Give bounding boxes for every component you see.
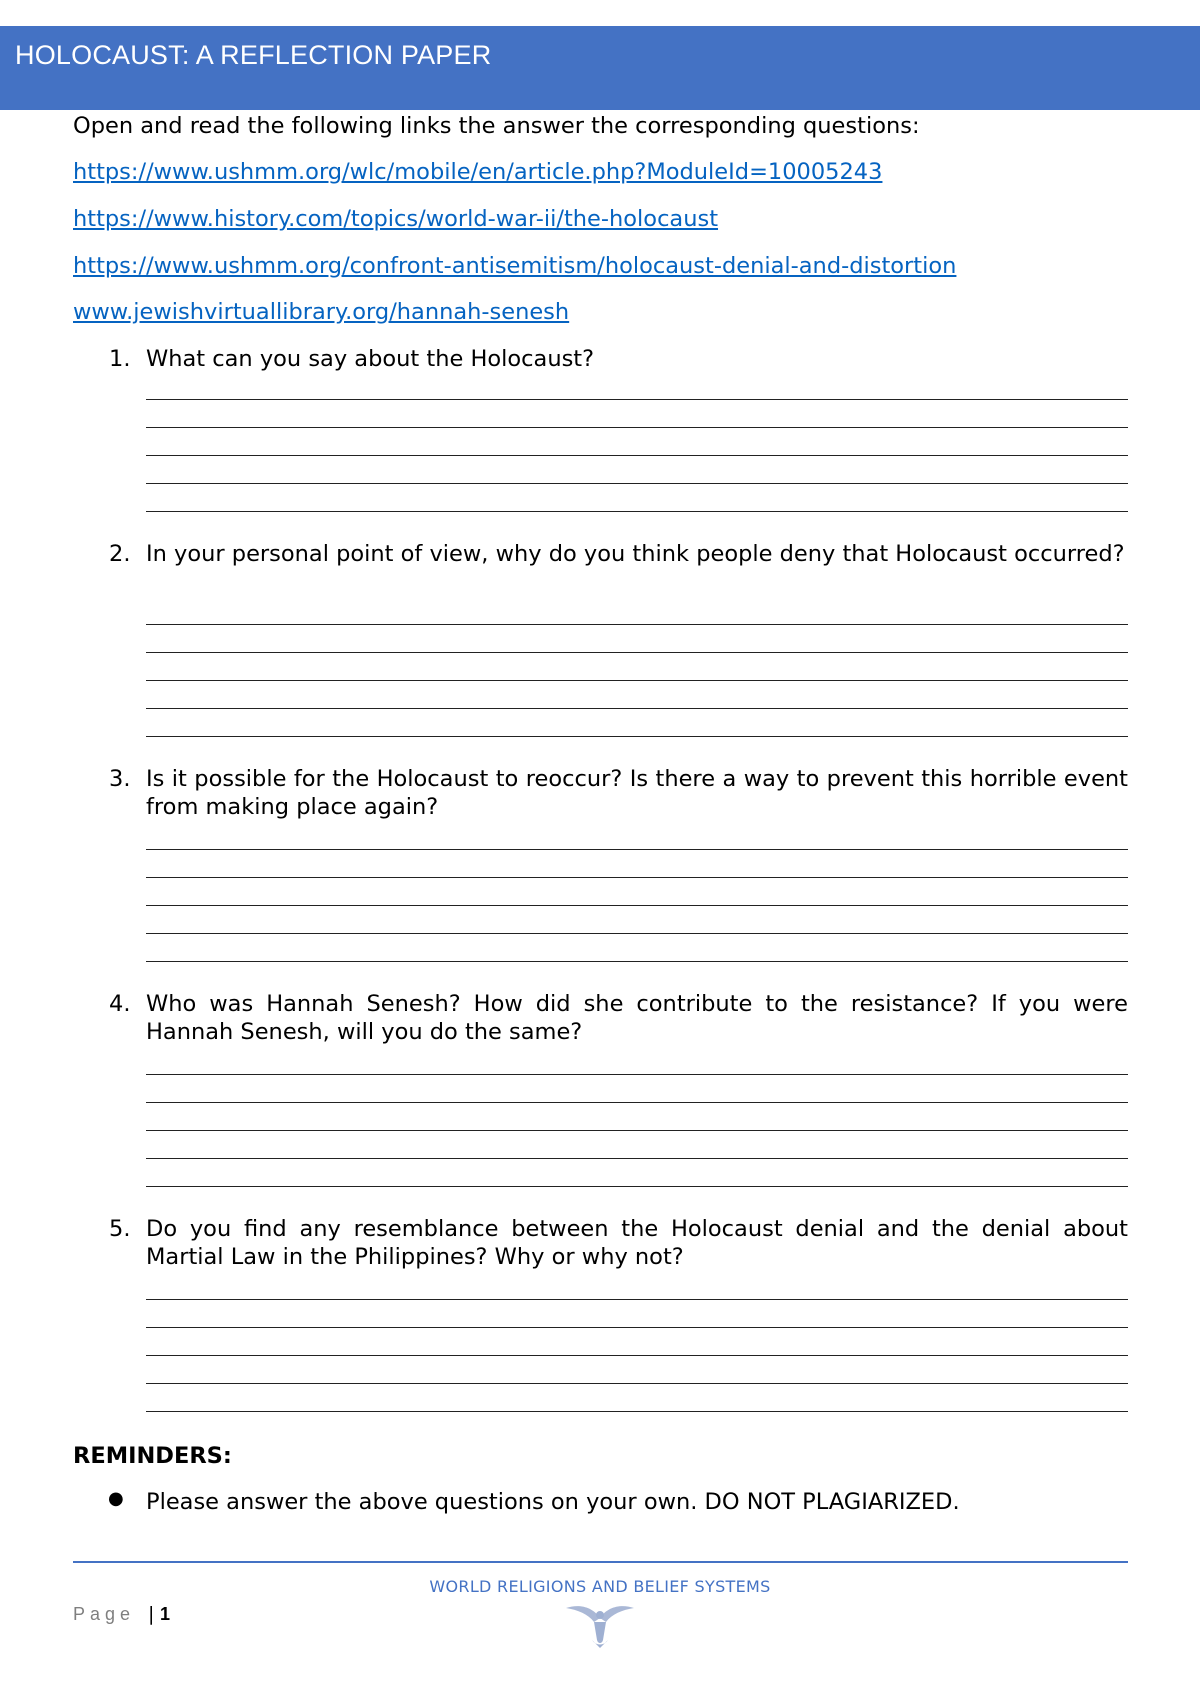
question-text: Is it possible for the Holocaust to reoccur? Is there a way to prevent this horrible event from making place again? [146,766,1128,821]
answer-line[interactable] [146,1299,1128,1300]
question-text: Who was Hannah Senesh? How did she contribute to the resistance? If you were Hannah Senesh, will you do the same? [146,991,1128,1046]
answer-line[interactable] [146,708,1128,709]
footer-subject: WORLD RELIGIONS AND BELIEF SYSTEMS [429,1577,771,1596]
answer-line[interactable] [146,736,1128,737]
answer-line[interactable] [146,1355,1128,1356]
answer-line[interactable] [146,483,1128,484]
link-ushmm-article[interactable]: https://www.ushmm.org/wlc/mobile/en/article.php?ModuleId=10005243 [73,159,883,185]
link-ushmm-denial[interactable]: https://www.ushmm.org/confront-antisemitism/holocaust-denial-and-distortion [73,253,957,279]
answer-line[interactable] [146,427,1128,428]
reminder-item: Please answer the above questions on your own. DO NOT PLAGIARIZED. [146,1489,960,1515]
page-number: 1 [160,1604,171,1624]
question-number: 3. [109,766,131,792]
answer-line[interactable] [146,1411,1128,1412]
answer-line[interactable] [146,905,1128,906]
answer-line[interactable] [146,1074,1128,1075]
answer-line[interactable] [146,455,1128,456]
answer-line[interactable] [146,1158,1128,1159]
page-label: Page [73,1604,136,1624]
answer-line[interactable] [146,624,1128,625]
question-number: 1. [109,346,131,372]
answer-line[interactable] [146,1383,1128,1384]
answer-line[interactable] [146,961,1128,962]
page-separator: | [148,1603,155,1625]
bullet-icon: ● [108,1488,124,1509]
answer-line[interactable] [146,933,1128,934]
question-text: Do you find any resemblance between the Holocaust denial and the denial about Martial Law in the Philippines? Why or why not? [146,1216,1128,1271]
link-history-holocaust[interactable]: https://www.history.com/topics/world-war-ii/the-holocaust [73,206,719,232]
footer-divider [73,1561,1128,1563]
answer-line[interactable] [146,1130,1128,1131]
question-text: In your personal point of view, why do you think people deny that Holocaust occurred? [146,541,1125,567]
answer-line[interactable] [146,1102,1128,1103]
answer-line[interactable] [146,849,1128,850]
link-jewish-virtual-library[interactable]: www.jewishvirtuallibrary.org/hannah-senesh [73,299,570,325]
page-title: HOLOCAUST: A REFLECTION PAPER [15,40,492,70]
question-text: What can you say about the Holocaust? [146,346,595,372]
reminders-heading: REMINDERS: [73,1443,232,1469]
instructions-text: Open and read the following links the answer the corresponding questions: [73,113,920,139]
dove-emblem-icon [562,1600,638,1654]
answer-line[interactable] [146,877,1128,878]
answer-line[interactable] [146,680,1128,681]
question-number: 5. [109,1216,131,1242]
answer-line[interactable] [146,652,1128,653]
answer-line[interactable] [146,1327,1128,1328]
answer-line[interactable] [146,1186,1128,1187]
question-number: 2. [109,541,131,567]
question-number: 4. [109,991,131,1017]
answer-line[interactable] [146,511,1128,512]
answer-line[interactable] [146,399,1128,400]
